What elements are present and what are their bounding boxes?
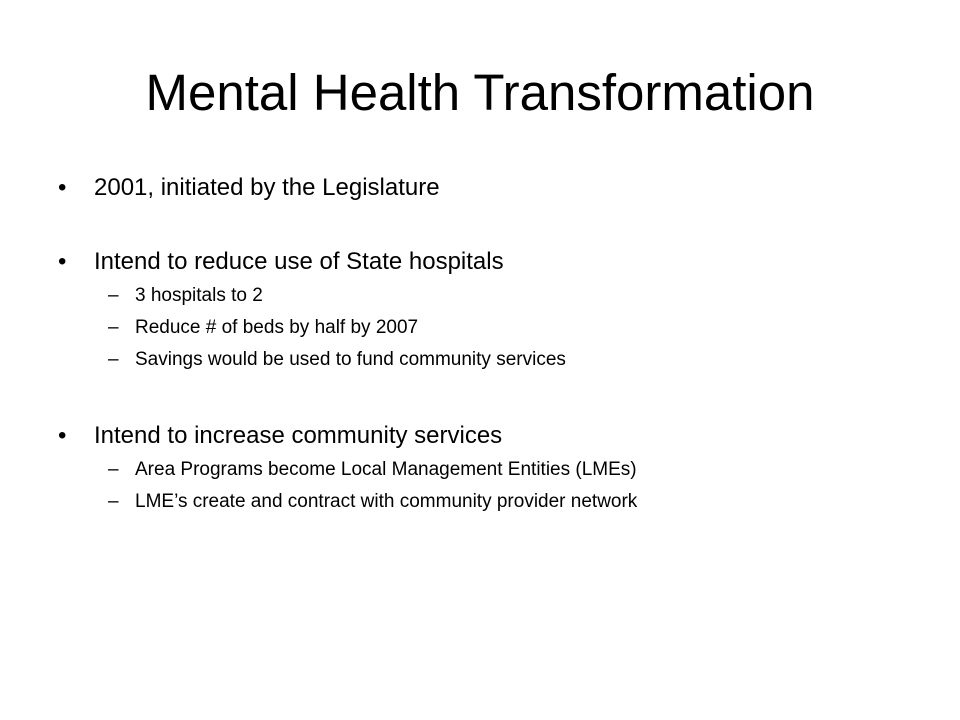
sub-bullet-item bbox=[58, 280, 928, 312]
slide-title: Mental Health Transformation bbox=[145, 64, 815, 121]
sub-bullet-marker: – bbox=[108, 459, 119, 480]
bullet-item bbox=[58, 418, 928, 454]
sub-bullet-marker: – bbox=[108, 349, 119, 370]
sub-bullet-item bbox=[58, 344, 928, 376]
bullet-text: Intend to increase community services bbox=[94, 422, 503, 449]
sub-bullet-item bbox=[58, 312, 928, 344]
bullet-marker: • bbox=[58, 248, 67, 275]
bullet-item bbox=[58, 244, 928, 280]
sub-bullet-text: Reduce # of beds by half by 2007 bbox=[135, 317, 419, 338]
sub-bullet-marker: – bbox=[108, 317, 119, 338]
sub-bullet-item bbox=[58, 486, 928, 518]
bullet-text: 2001, initiated by the Legislature bbox=[94, 174, 440, 201]
bullet-text: Intend to reduce use of State hospitals bbox=[94, 248, 504, 275]
sub-bullet-text: Area Programs become Local Management Entities (LMEs) bbox=[135, 459, 637, 480]
bullet-list bbox=[58, 170, 928, 518]
sub-bullet-item bbox=[58, 454, 928, 486]
bullet-marker: • bbox=[58, 422, 67, 449]
sub-bullet-text: Savings would be used to fund community services bbox=[135, 349, 566, 370]
sub-bullet-text: LME’s create and contract with community provider network bbox=[135, 491, 638, 512]
sub-bullet-text: 3 hospitals to 2 bbox=[135, 285, 263, 306]
sub-bullet-marker: – bbox=[108, 491, 119, 512]
bullet-item bbox=[58, 170, 928, 206]
bullet-marker: • bbox=[58, 174, 67, 201]
sub-bullet-marker: – bbox=[108, 285, 119, 306]
